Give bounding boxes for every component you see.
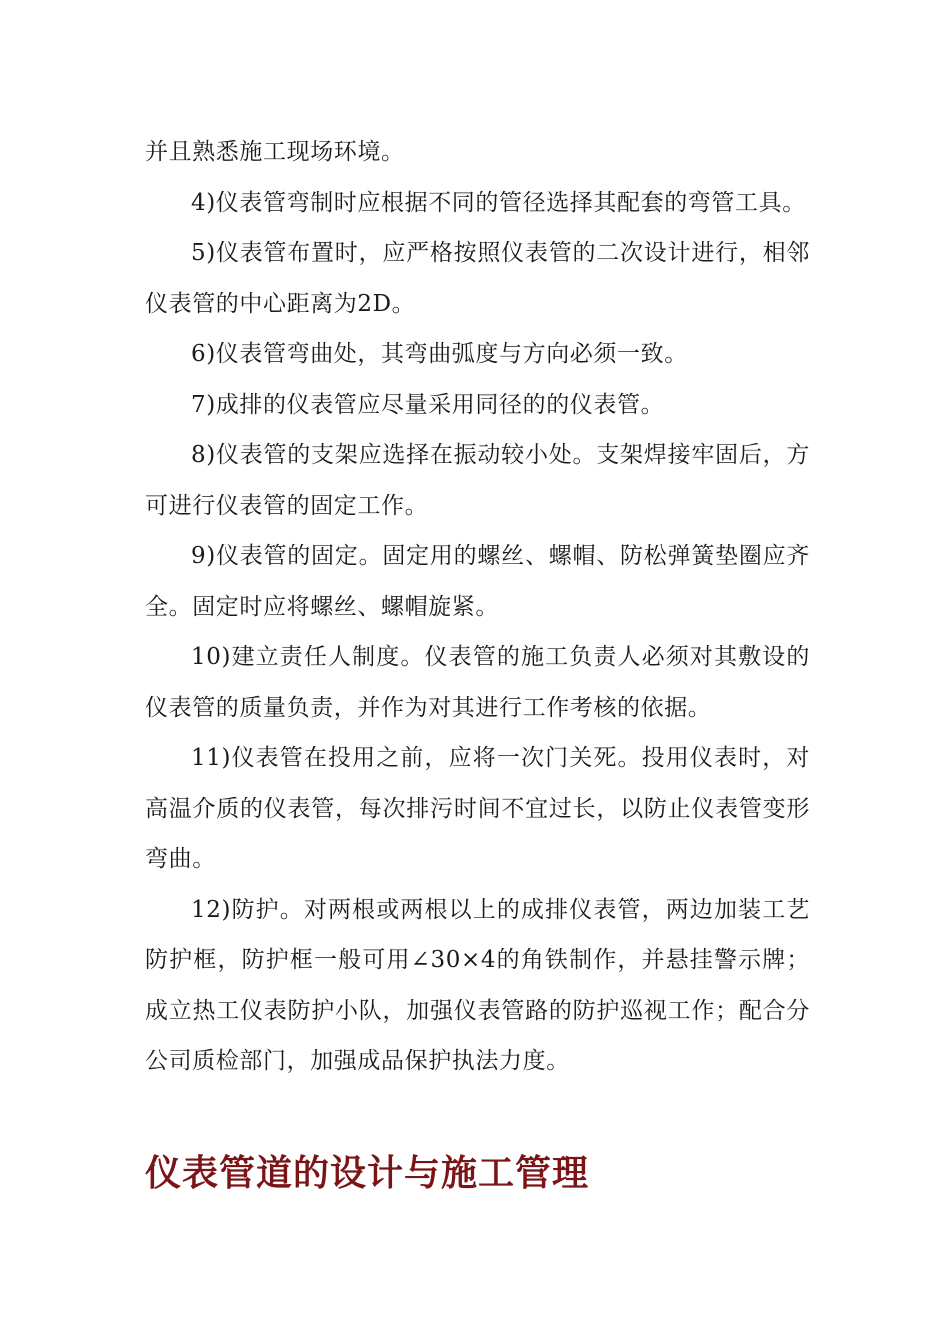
paragraph-item-9: 9)仪表管的固定。固定用的螺丝、螺帽、防松弹簧垫圈应齐全。固定时应将螺丝、螺帽旋紧。 <box>145 543 810 620</box>
paragraph-item-7: 7)成排的仪表管应尽量采用同径的的仪表管。 <box>191 391 665 418</box>
paragraph-item-6: 6)仪表管弯曲处，其弯曲弧度与方向必须一致。 <box>191 341 688 367</box>
paragraph-item-8: 8)仪表管的支架应选择在振动较小处。支架焊接牢固后，方可进行仪表管的固定工作。 <box>145 442 810 519</box>
paragraph-continuation: 并且熟悉施工现场环境。 <box>145 139 405 165</box>
paragraph-item-12: 12)防护。对两根或两根以上的成排仪表管，两边加装工艺防护框，防护框一般可用∠30×4的角铁制作，并悬挂警示牌；成立热工仪表防护小队，加强仪表管路的防护巡视工作；配合分公司质检部门，加强成品保护执法力度。 <box>145 896 810 1074</box>
paragraph-item-11: 11)仪表管在投用之前，应将一次门关死。投用仪表时，对高温介质的仪表管，每次排污时间不宜过长，以防止仪表管变形弯曲。 <box>145 745 810 872</box>
paragraph-item-5: 5)仪表管布置时，应严格按照仪表管的二次设计进行，相邻仪表管的中心距离为2D。 <box>145 240 810 317</box>
section-heading: 仪表管道的设计与施工管理 <box>145 1153 590 1194</box>
paragraph-item-10: 10)建立责任人制度。仪表管的施工负责人必须对其敷设的仪表管的质量负责，并作为对其进行工作考核的依据。 <box>145 644 810 721</box>
body-text <box>145 127 810 1087</box>
paragraph-item-4: 4)仪表管弯制时应根据不同的管径选择其配套的弯管工具。 <box>191 189 806 216</box>
